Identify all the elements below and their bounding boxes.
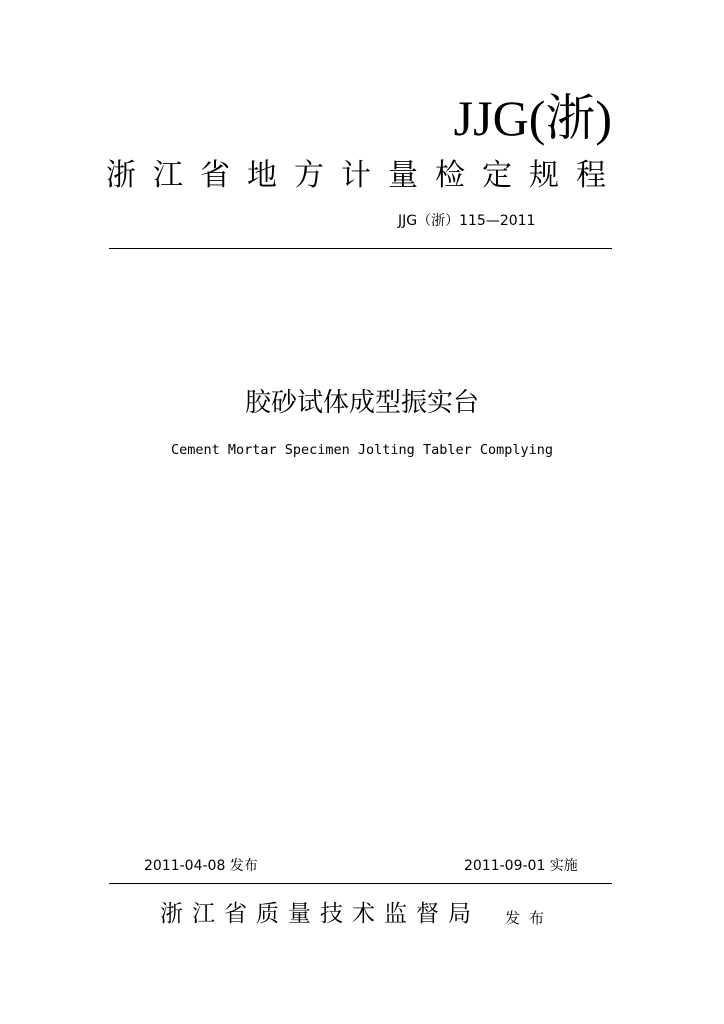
document-title-chinese: 胶砂试体成型振实台 xyxy=(244,388,479,418)
document-title-english: Cement Mortar Specimen Jolting Tabler Complying xyxy=(170,442,553,458)
issue-label: 发布 xyxy=(505,909,554,927)
issuing-authority: 浙江省质量技术监督局 xyxy=(160,901,480,927)
document-number: JJG（浙）115—2011 xyxy=(398,213,536,229)
standard-code-large: JJG(浙) xyxy=(453,90,612,146)
issue-date: 2011-04-08 发布 xyxy=(144,858,258,874)
header-divider xyxy=(109,248,612,249)
effective-date: 2011-09-01 实施 xyxy=(464,858,578,874)
footer-divider xyxy=(109,883,612,884)
regulation-type-heading: 浙江省地方计量检定规程 xyxy=(106,158,623,193)
